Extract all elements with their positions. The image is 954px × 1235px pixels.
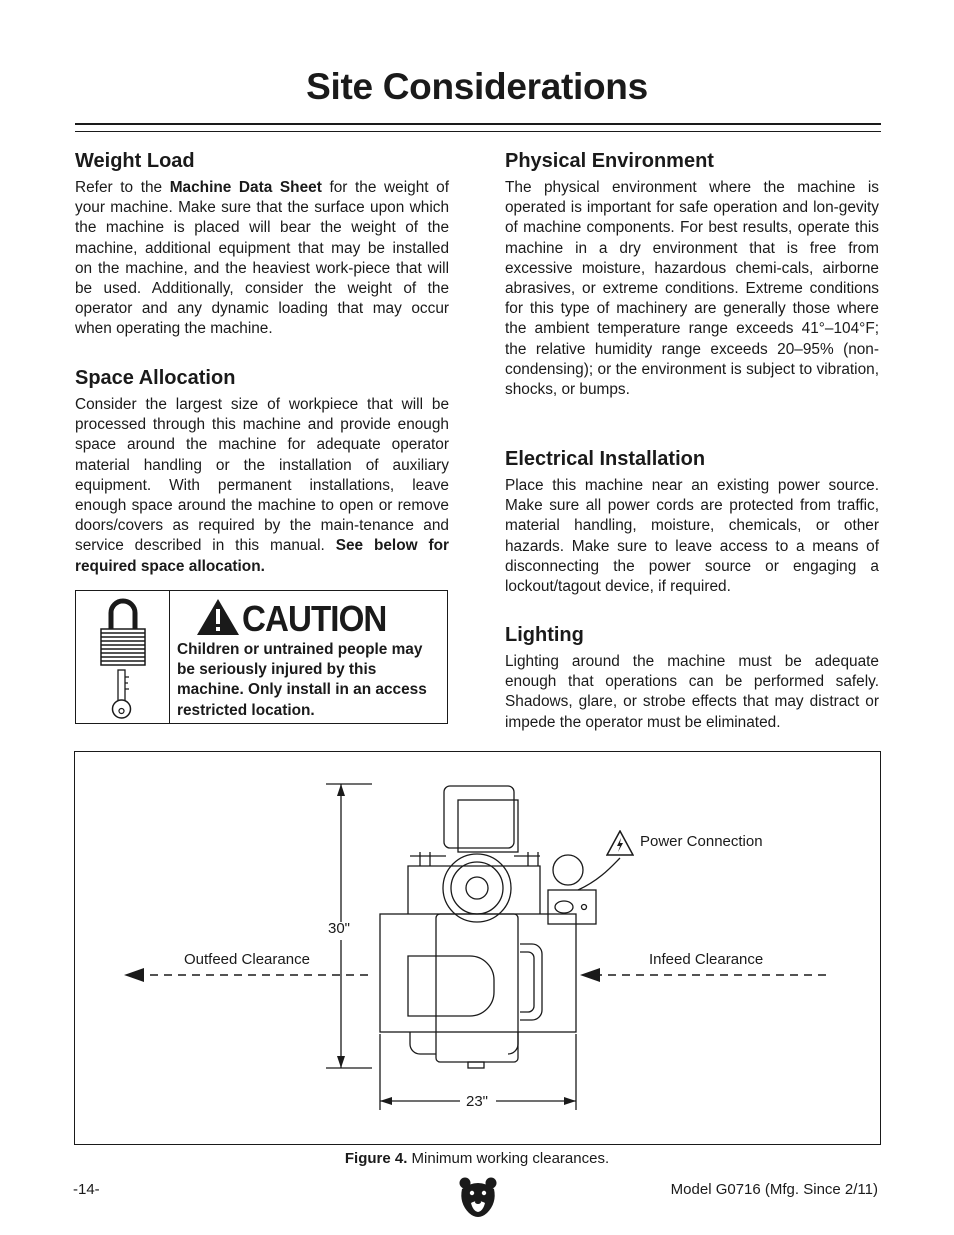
electrical-installation-heading: Electrical Installation (505, 448, 706, 470)
bear-logo-icon (459, 1177, 497, 1221)
figure-caption: Figure 4. Minimum working clearances. (344, 1150, 610, 1167)
physical-environment-heading: Physical Environment (505, 150, 714, 172)
space-allocation-heading: Space Allocation (75, 367, 236, 389)
width-dimension-label: 23" (466, 1093, 489, 1110)
lighting-body: Lighting around the machine must be adequate enough that operations can be performed safely. Shadows, glare, or strobe effects that may distract or impede the operator must be eliminated. (505, 653, 879, 731)
electrical-hazard-icon (606, 830, 634, 856)
height-dimension-label: 30" (328, 920, 351, 937)
outfeed-clearance-label: Outfeed Clearance (184, 951, 310, 968)
weight-load-heading: Weight Load (75, 150, 195, 172)
model-info: Model G0716 (Mfg. Since 2/11) (670, 1181, 878, 1198)
machine-data-sheet-ref: Machine Data Sheet (169, 179, 322, 196)
lighting-heading: Lighting (505, 624, 584, 646)
page-title: Site Considerations (306, 66, 648, 107)
infeed-clearance-label: Infeed Clearance (649, 951, 764, 968)
power-connection-label: Power Connection (640, 833, 763, 850)
space-allocation-body: Consider the largest size of workpiece that will be processed through this machine and provide enough space around the machine for adequate operator material handling or the installation of auxiliary equipment. With permanent installations, leave enough space around the machine to open or remove doors/covers as required by the main-tenance and service described in this manual. See below for required space allocation. (75, 396, 449, 575)
caution-text: Children or untrained people may be seriously injured by this machine. Only install in an access restricted location. (177, 641, 427, 719)
space-allocation-note: See below for required space allocation. (75, 537, 449, 575)
weight-load-body: Refer to the Machine Data Sheet for the weight of your machine. Make sure that the surface upon which the machine is placed will bear the weight of the machine, additional equipment that may be installed on the machine, and the heaviest work-piece that will be used. Additionally, consider the weight of the operator and any dynamic loading that may occur when operating the machine. (75, 179, 449, 338)
electrical-installation-body: Place this machine near an existing power source. Make sure all power cords are protected from traffic, material handling, moisture, chemicals, or other hazards. Make sure to leave access to a means of disconnecting the power source or engaging a lockout/tagout device, if required. (505, 477, 879, 596)
page-number: -14- (73, 1181, 100, 1198)
caution-heading: CAUTION (242, 598, 387, 639)
physical-environment-body: The physical environment where the machine is operated is important for safe operation and lon-gevity of machine components. For best results, operate this machine in a dry environment that is free from excessive moisture, hazardous chemi-cals, airborne abrasives, or extreme conditions. Extreme conditions for this type of machinery are generally those where the ambient temperature range exceeds 41°–104°F; the relative humidity range exceeds 20–95% (non-condensing); or the environment is subject to vibration, shocks, or bumps. (505, 179, 879, 399)
